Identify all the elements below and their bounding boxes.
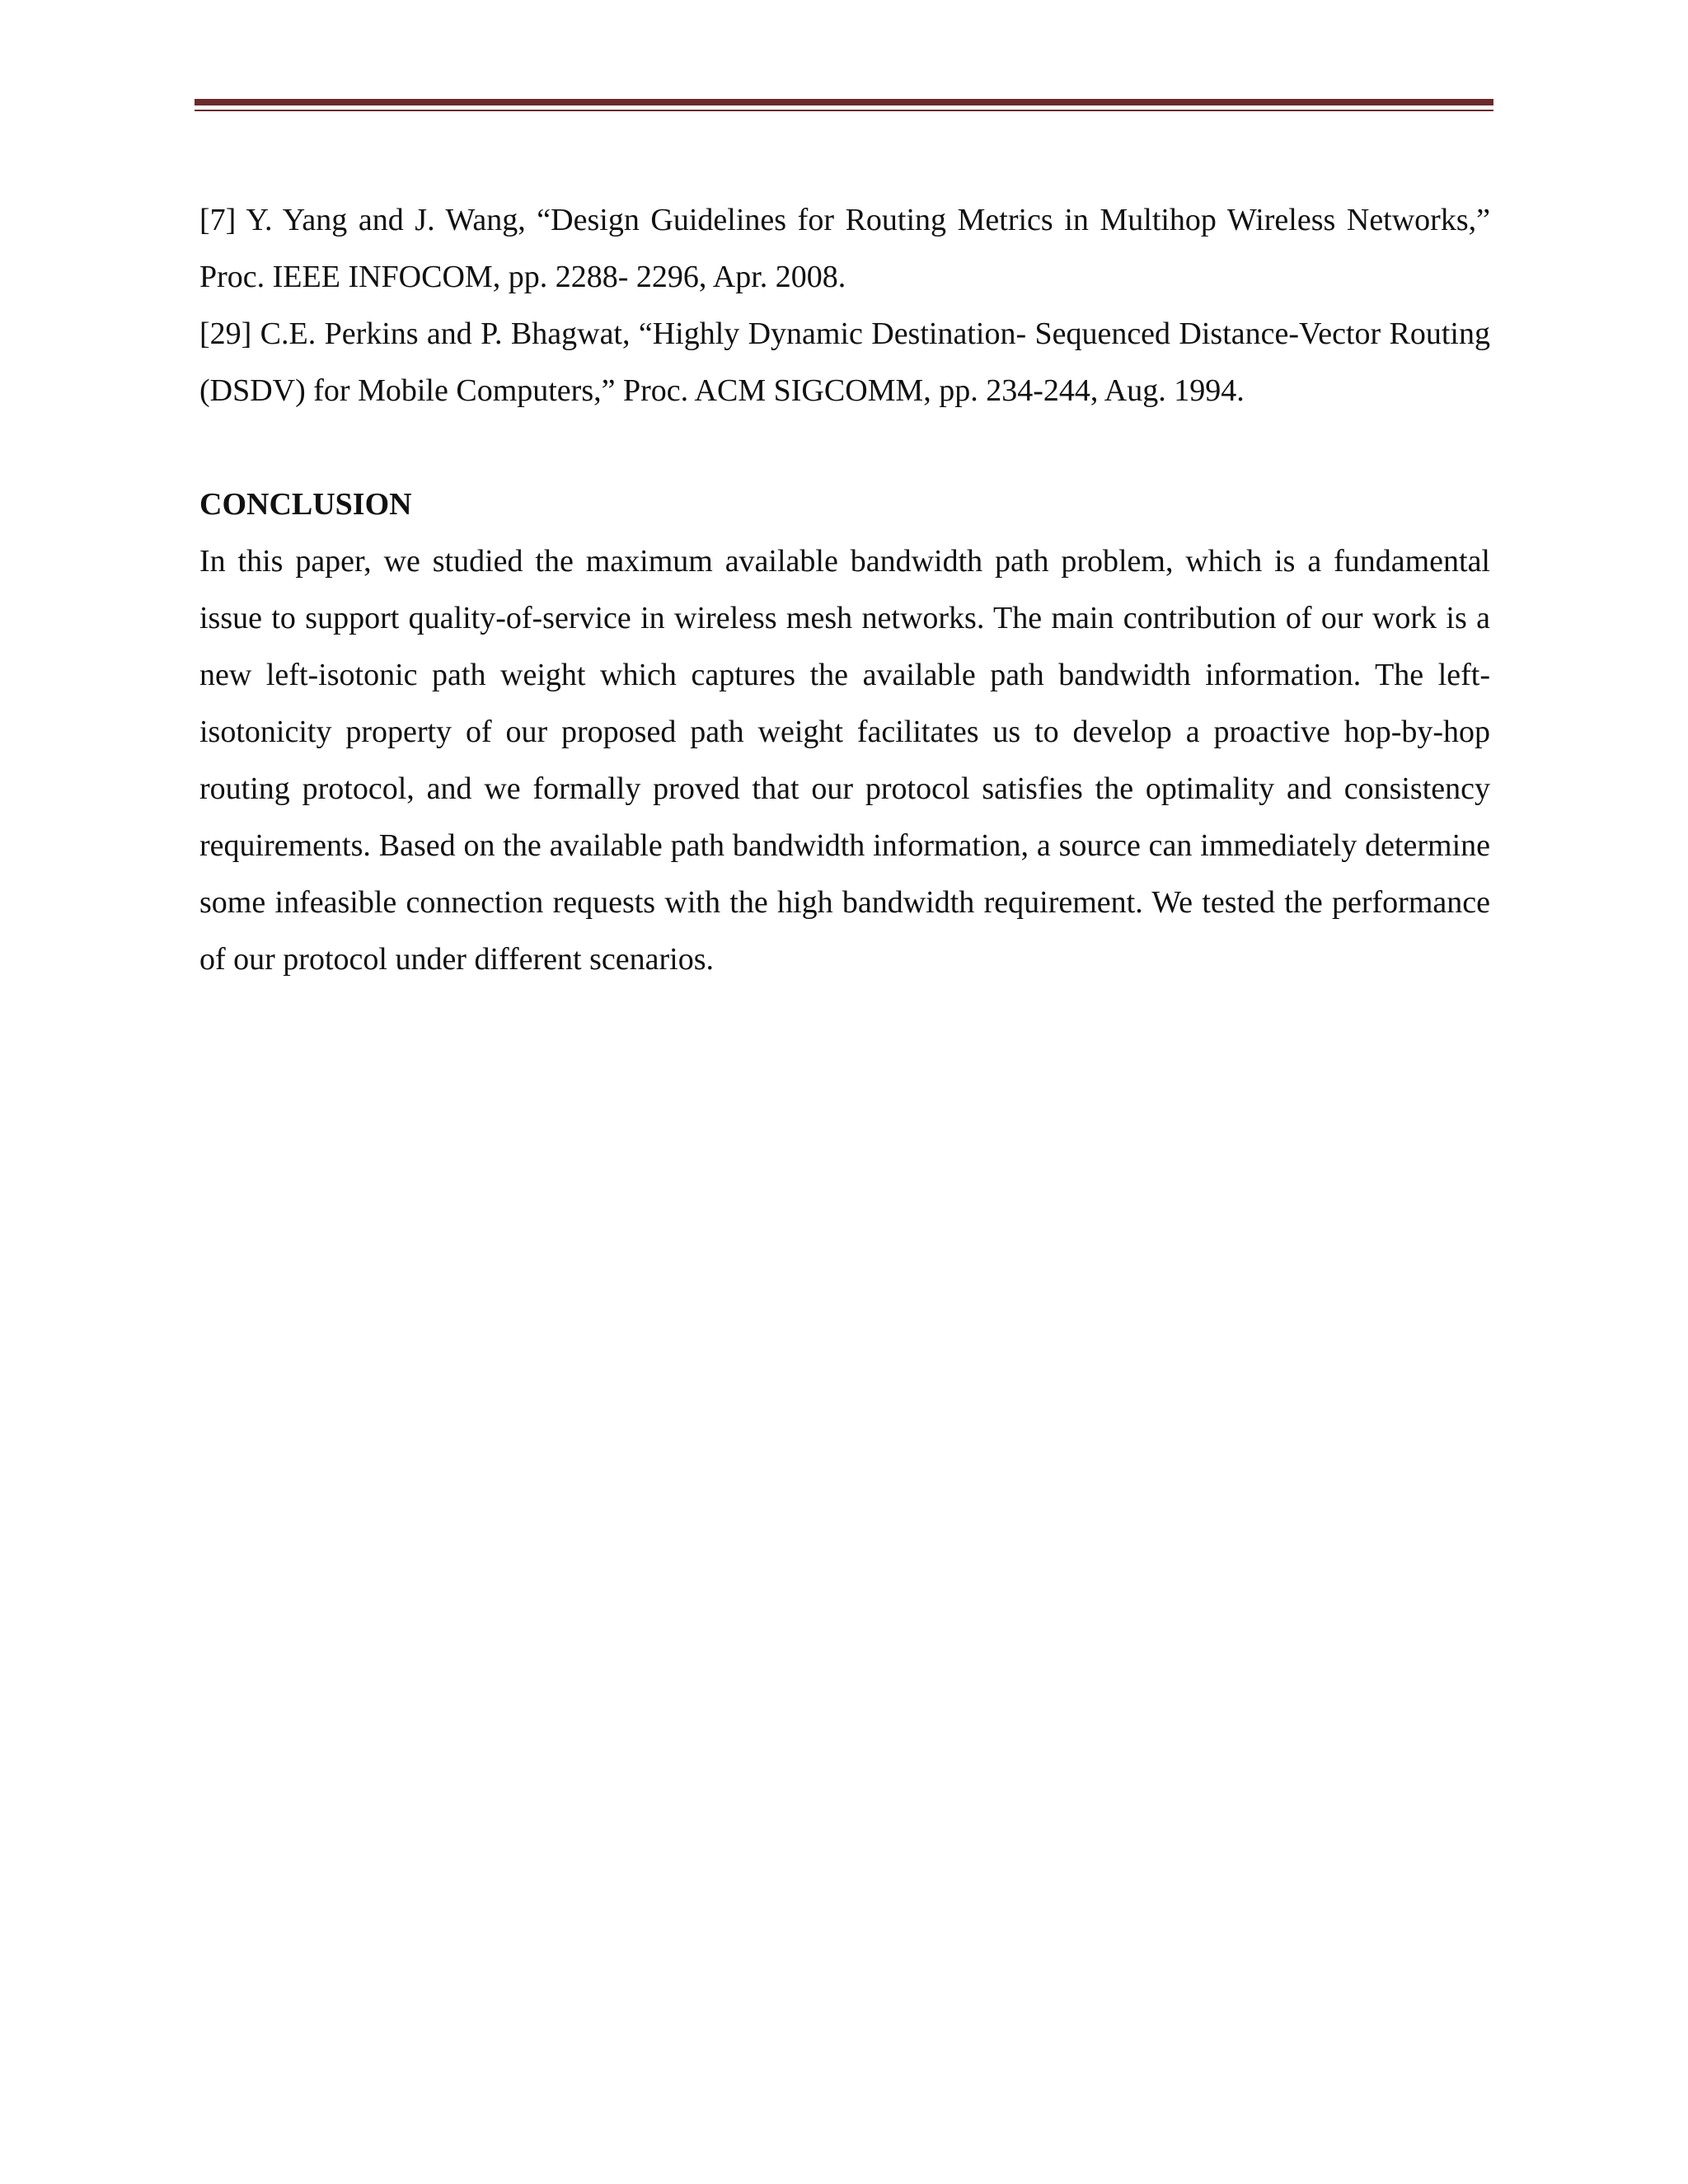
- conclusion-heading: CONCLUSION: [199, 487, 412, 522]
- page-content: [199, 192, 1490, 988]
- header-rule-thick: [195, 99, 1493, 105]
- reference-7: [7] Y. Yang and J. Wang, “Design Guidelines for Routing Metrics in Multihop Wireless Networks,” Proc. IEEE INFOCOM, pp. 2288- 2296, Apr. 2008.: [199, 203, 1490, 294]
- header-rule-thin: [195, 110, 1493, 111]
- reference-29: [29] C.E. Perkins and P. Bhagwat, “Highly Dynamic Destination- Sequenced Distance-Vector Routing (DSDV) for Mobile Computers,” Proc. ACM SIGCOMM, pp. 234-244, Aug. 1994.: [199, 316, 1490, 408]
- conclusion-paragraph: In this paper, we studied the maximum available bandwidth path problem, which is a fundamental issue to support quality-of-service in wireless mesh networks. The main contribution of our work is a new left-isotonic path weight which captures the available path bandwidth information. The left-isotonicity property of our proposed path weight facilitates us to develop a proactive hop-by-hop routing protocol, and we formally proved that our protocol satisfies the optimality and consistency requirements. Based on the available path bandwidth information, a source can immediately determine some infeasible connection requests with the high bandwidth requirement. We tested the performance of our protocol under different scenarios.: [199, 544, 1490, 977]
